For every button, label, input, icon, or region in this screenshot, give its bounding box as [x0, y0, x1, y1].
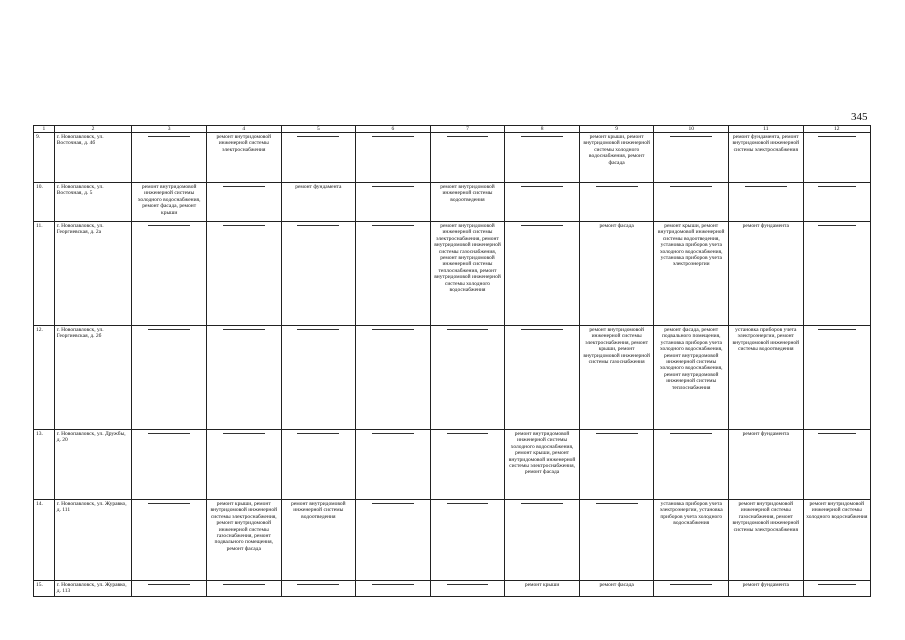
dash-mark — [521, 225, 563, 226]
empty-cell — [356, 222, 431, 326]
row-number: 12. — [34, 326, 55, 430]
dash-mark — [148, 329, 190, 330]
repair-work-cell: ремонт крыши, ремонт внутридомовой инженерной системы электроснабжения, ремонт внутридомовой инженерной системы газоснабжения, ремонт подвального помещения, ремонт фасада — [206, 500, 281, 581]
table-row — [34, 133, 871, 183]
empty-cell — [579, 183, 654, 222]
dash-mark — [447, 503, 489, 504]
dash-mark — [148, 433, 190, 434]
empty-cell — [356, 183, 431, 222]
dash-mark — [297, 329, 339, 330]
empty-cell — [430, 326, 505, 430]
repair-work-cell: ремонт фундамента — [729, 430, 804, 500]
empty-cell — [430, 500, 505, 581]
dash-mark — [297, 136, 339, 137]
dash-mark — [148, 225, 190, 226]
dash-mark — [372, 329, 414, 330]
building-address: г. Новопавловск, ул. Дружбы, д. 20 — [54, 430, 132, 500]
dash-mark — [818, 225, 855, 226]
dash-mark — [148, 584, 190, 585]
row-number: 13. — [34, 430, 55, 500]
repair-work-cell: ремонт внутридомовой инженерной системы газоснабжения, ремонт внутридомовой инженерной системы электроснабжения — [729, 500, 804, 581]
dash-mark — [148, 136, 190, 137]
empty-cell — [579, 430, 654, 500]
dash-mark — [818, 186, 855, 187]
column-number-12: 12 — [803, 126, 870, 133]
table-body — [34, 133, 871, 597]
table-row — [34, 581, 871, 597]
building-address: г. Новопавловск, ул. Георгиевская, д. 2а — [54, 222, 132, 326]
empty-cell — [206, 222, 281, 326]
dash-mark — [596, 503, 638, 504]
repair-work-cell: ремонт крыши — [505, 581, 580, 597]
column-number-9: 9 — [579, 126, 654, 133]
empty-cell — [281, 430, 356, 500]
dash-mark — [670, 136, 712, 137]
page-number: 345 — [851, 111, 868, 123]
repair-work-cell: ремонт фундамента, ремонт внутридомовой инженерной системы электроснабжения — [729, 133, 804, 183]
empty-cell — [430, 430, 505, 500]
dash-mark — [521, 186, 563, 187]
repair-work-cell: ремонт внутридомовой инженерной системы водоотведения — [281, 500, 356, 581]
dash-mark — [670, 186, 712, 187]
empty-cell — [356, 581, 431, 597]
empty-cell — [654, 581, 729, 597]
empty-cell — [803, 581, 870, 597]
building-address: г. Новопавловск, ул. Георгиевская, д. 2б — [54, 326, 132, 430]
dash-mark — [818, 584, 855, 585]
empty-cell — [206, 183, 281, 222]
dash-mark — [447, 136, 489, 137]
dash-mark — [372, 503, 414, 504]
empty-cell — [132, 222, 207, 326]
dash-mark — [372, 186, 414, 187]
empty-cell — [505, 222, 580, 326]
building-address: г. Новопавловск, ул. Журавко, д. 111 — [54, 500, 132, 581]
repair-work-cell: установка приборов учета электроэнергии, ремонт внутридомовой инженерной системы водоотведения — [729, 326, 804, 430]
dash-mark — [745, 186, 787, 187]
empty-cell — [356, 133, 431, 183]
dash-mark — [447, 433, 489, 434]
empty-cell — [206, 430, 281, 500]
column-number-10: 10 — [654, 126, 729, 133]
empty-cell — [281, 326, 356, 430]
column-number-4: 4 — [206, 126, 281, 133]
dash-mark — [297, 433, 339, 434]
dash-mark — [297, 584, 339, 585]
column-number-11: 11 — [729, 126, 804, 133]
row-number: 10. — [34, 183, 55, 222]
column-number-6: 6 — [356, 126, 431, 133]
dash-mark — [670, 584, 712, 585]
empty-cell — [505, 326, 580, 430]
building-address: г. Новопавловск, ул. Восточная, д. 5 — [54, 183, 132, 222]
dash-mark — [223, 584, 265, 585]
dash-mark — [447, 584, 489, 585]
repair-work-cell: ремонт внутридомовой инженерной системы холодного водоснабжения, ремонт крыши, ремонт внутридомовой инженерной системы электроснабжения, ремонт фасада — [505, 430, 580, 500]
dash-mark — [670, 433, 712, 434]
table-row — [34, 500, 871, 581]
empty-cell — [132, 581, 207, 597]
repair-work-cell: установка приборов учета электроэнергии, установка приборов учета холодного водоснабжения — [654, 500, 729, 581]
dash-mark — [372, 225, 414, 226]
repair-work-cell: ремонт внутридомовой инженерной системы электроснабжения, ремонт внутридомовой инженерной системы газоснабжения, ремонт внутридомовой инженерной системы теплоснабжения, ремонт внутридомовой инженерной системы холодного водоснабжения — [430, 222, 505, 326]
repair-work-cell: ремонт фундамента — [729, 581, 804, 597]
repair-schedule-table — [33, 125, 871, 597]
dash-mark — [818, 433, 855, 434]
empty-cell — [132, 133, 207, 183]
dash-mark — [223, 225, 265, 226]
row-number: 14. — [34, 500, 55, 581]
repair-work-cell: ремонт внутридомовой инженерной системы холодного водоснабжения — [803, 500, 870, 581]
dash-mark — [223, 329, 265, 330]
repair-work-cell: ремонт крыши, ремонт внутридомовой инженерной системы холодного водоснабжения, ремонт фасада — [579, 133, 654, 183]
table-row — [34, 326, 871, 430]
empty-cell — [132, 430, 207, 500]
dash-mark — [372, 433, 414, 434]
dash-mark — [596, 433, 638, 434]
empty-cell — [430, 581, 505, 597]
empty-cell — [281, 133, 356, 183]
dash-mark — [223, 186, 265, 187]
column-number-3: 3 — [132, 126, 207, 133]
building-address: г. Новопавловск, ул. Журавко, д. 113 — [54, 581, 132, 597]
empty-cell — [132, 326, 207, 430]
column-number-8: 8 — [505, 126, 580, 133]
empty-cell — [654, 183, 729, 222]
empty-cell — [206, 581, 281, 597]
repair-work-cell: ремонт фасада, ремонт подвального помещения, установка приборов учета холодного водоснабжения, ремонт внутридомовой инженерной системы холодного водоснабжения, ремонт внутридомовой инженерной системы теплоснабжения — [654, 326, 729, 430]
repair-work-cell: ремонт внутридомовой инженерной системы электроснабжения — [206, 133, 281, 183]
table-row — [34, 222, 871, 326]
empty-cell — [356, 500, 431, 581]
empty-cell — [206, 326, 281, 430]
column-number-row — [34, 126, 871, 133]
empty-cell — [803, 222, 870, 326]
repair-work-cell: ремонт крыши, ремонт внутридомовой инженерной системы водоотведения, установка приборов учета холодного водоснабжения, установка приборов учета электроэнергии — [654, 222, 729, 326]
empty-cell — [505, 133, 580, 183]
empty-cell — [803, 430, 870, 500]
empty-cell — [356, 326, 431, 430]
column-number-7: 7 — [430, 126, 505, 133]
column-number-2: 2 — [54, 126, 132, 133]
empty-cell — [132, 500, 207, 581]
dash-mark — [521, 136, 563, 137]
dash-mark — [297, 225, 339, 226]
dash-mark — [372, 136, 414, 137]
dash-mark — [818, 136, 855, 137]
column-number-5: 5 — [281, 126, 356, 133]
empty-cell — [281, 581, 356, 597]
row-number: 15. — [34, 581, 55, 597]
empty-cell — [579, 500, 654, 581]
dash-mark — [372, 584, 414, 585]
empty-cell — [729, 183, 804, 222]
dash-mark — [596, 186, 638, 187]
empty-cell — [356, 430, 431, 500]
dash-mark — [521, 503, 563, 504]
row-number: 9. — [34, 133, 55, 183]
dash-mark — [223, 433, 265, 434]
empty-cell — [654, 430, 729, 500]
table-row — [34, 430, 871, 500]
repair-work-cell: ремонт фундамента — [281, 183, 356, 222]
repair-work-cell: ремонт фундамента — [729, 222, 804, 326]
repair-work-cell: ремонт фасада — [579, 222, 654, 326]
empty-cell — [505, 183, 580, 222]
empty-cell — [803, 183, 870, 222]
empty-cell — [654, 133, 729, 183]
dash-mark — [521, 329, 563, 330]
row-number: 11. — [34, 222, 55, 326]
table-row — [34, 183, 871, 222]
dash-mark — [818, 329, 855, 330]
empty-cell — [803, 326, 870, 430]
dash-mark — [447, 329, 489, 330]
empty-cell — [505, 500, 580, 581]
empty-cell — [281, 222, 356, 326]
building-address: г. Новопавловск, ул. Восточная, д. 4б — [54, 133, 132, 183]
empty-cell — [430, 133, 505, 183]
dash-mark — [148, 503, 190, 504]
empty-cell — [803, 133, 870, 183]
repair-work-cell: ремонт внутридомовой инженерной системы водоотведения — [430, 183, 505, 222]
column-number-1: 1 — [34, 126, 55, 133]
repair-work-cell: ремонт фасада — [579, 581, 654, 597]
repair-work-cell: ремонт внутридомовой инженерной системы холодного водоснабжения, ремонт фасада, ремонт крыши — [132, 183, 207, 222]
repair-work-cell: ремонт внутридомовой инженерной системы электроснабжения, ремонт крыши, ремонт внутридомовой инженерной системы газоснабжения — [579, 326, 654, 430]
